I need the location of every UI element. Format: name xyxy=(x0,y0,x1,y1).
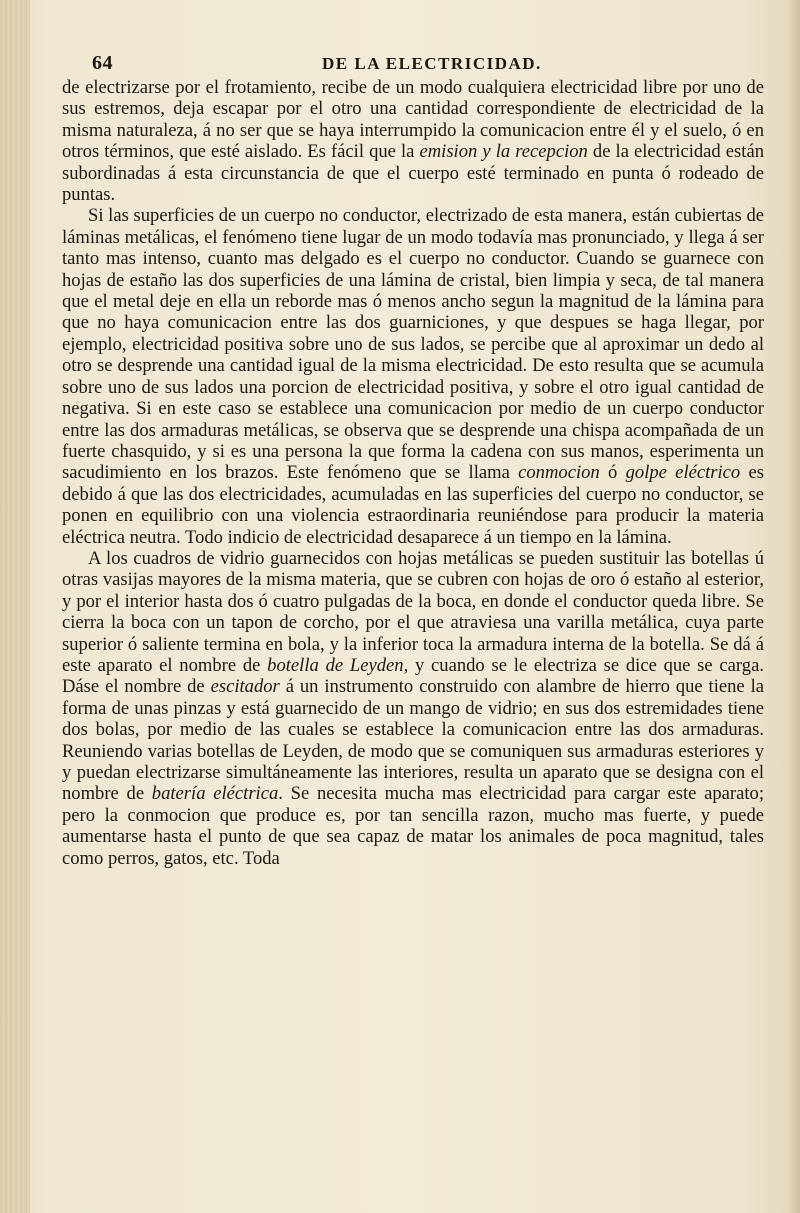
text-run: Si las superficies de un cuerpo no conductor, electrizado de esta manera, están cubiertas de láminas metálicas, el fenómeno tiene lugar de un modo todavía mas pronunciado, y llega á ser tanto mas intenso, cuanto mas delgado es el cuerpo no conductor. Cuando se guarnece con hojas de estaño las dos superficies de una lámina de cristal, bien limpia y seca, de tal manera que el metal deje en ella un reborde mas ó menos ancho segun la magnitud de la lámina para que no haya comunicacion entre las dos guarniciones, y que despues se haga llegar, por ejemplo, electricidad positiva sobre uno de sus lados, se percibe que al aproximar un dedo al otro se desprende una cantidad igual de la misma electricidad. De esto resulta que se acumula sobre uno de sus lados una porcion de electricidad positiva, y sobre el otro igual cantidad de negativa. Si en este caso se establece una comunicacion por medio de un cuerpo conductor entre las dos armaduras metálicas, se observa que se desprende una chispa acompañada de un fuerte chasquido, y si es una persona la que forma la cadena con sus manos, esperimenta un sacudimiento en los brazos. Este fenómeno que se llama xyxy=(62,205,764,484)
text-run-italic: batería eléctrica xyxy=(151,783,279,805)
text-run: . Se necesita mucha mas electricidad para cargar este aparato; pero la conmocion que produce es, por tan sencilla razon, mucho mas fuerte, y puede aumentarse hasta el punto de que sea capaz de matar los animales de poca magnitud, tales como perros, gatos, etc. Toda xyxy=(62,783,764,869)
running-head: DE LA ELECTRICIDAD. xyxy=(322,54,542,73)
page-header xyxy=(92,52,762,76)
text-run-italic: golpe eléctrico xyxy=(625,462,741,484)
text-run-italic: botella de Leyden xyxy=(267,654,404,676)
text-run-italic: escitador xyxy=(210,676,280,698)
text-run: de la electricidad están subordinadas á esta circunstancia de que el cuerpo esté terminado en punta ó rodeado de puntas. xyxy=(62,141,764,206)
text-run: es debido á que las dos electricidades, acumuladas en las superficies del cuerpo no conductor, se ponen en equilibrio con una violencia estraordinaria reuniéndose para producir la materia eléctrica neutra. Todo indicio de electricidad desaparece á un tiempo en la lámina. xyxy=(62,462,765,548)
text-run: á un instrumento construido con alambre de hierro que tiene la forma de unas pinzas y está guarnecido de un mango de vidrio; en sus dos estremidades tiene dos bolas, por medio de las cuales se establece la comunicacion entre las dos armaduras. Reuniendo varias botellas de Leyden, de modo que se comuniquen sus armaduras esteriores y y puedan electrizarse simultáneamente las interiores, resulta un aparato que se designa con el nombre de xyxy=(62,676,765,805)
body-text xyxy=(62,77,764,869)
text-run: de electrizarse por el frotamiento, recibe de un modo cualquiera electricidad libre por uno de sus estremos, deja escapar por el otro una cantidad correspondiente de electricidad de la misma naturaleza, á no ser que se haya interrumpido la comunicacion entre él y el suelo, ó en otros términos, que esté aislado. Es fácil que la xyxy=(62,77,764,163)
text-run-italic: emision y la recepcion xyxy=(419,141,588,163)
text-run-italic: conmocion xyxy=(518,462,600,484)
paragraph xyxy=(62,548,764,869)
text-run: , y cuando se le electriza se dice que se carga. Dáse el nombre de xyxy=(62,654,764,698)
paragraph xyxy=(62,77,764,205)
text-run: A los cuadros de vidrio guarnecidos con hojas metálicas se pueden sustituir las botellas ú otras vasijas mayores de la misma materia, que se cubren con hojas de oro ó estaño al esterior, y por el interior hasta dos ó cuatro pulgadas de la boca, en donde el conductor queda libre. Se cierra la boca con un tapon de corcho, por el que atraviesa una varilla metálica, cuya parte superior ó saliente termina en bola, y la inferior toca la armadura interna de la botella. Se dá á este aparato el nombre de xyxy=(62,547,764,676)
binding-gutter xyxy=(0,0,30,1213)
page-edge xyxy=(788,0,800,1213)
text-run: ó xyxy=(599,462,626,484)
paragraph xyxy=(62,205,764,548)
page-number: 64 xyxy=(92,52,113,74)
